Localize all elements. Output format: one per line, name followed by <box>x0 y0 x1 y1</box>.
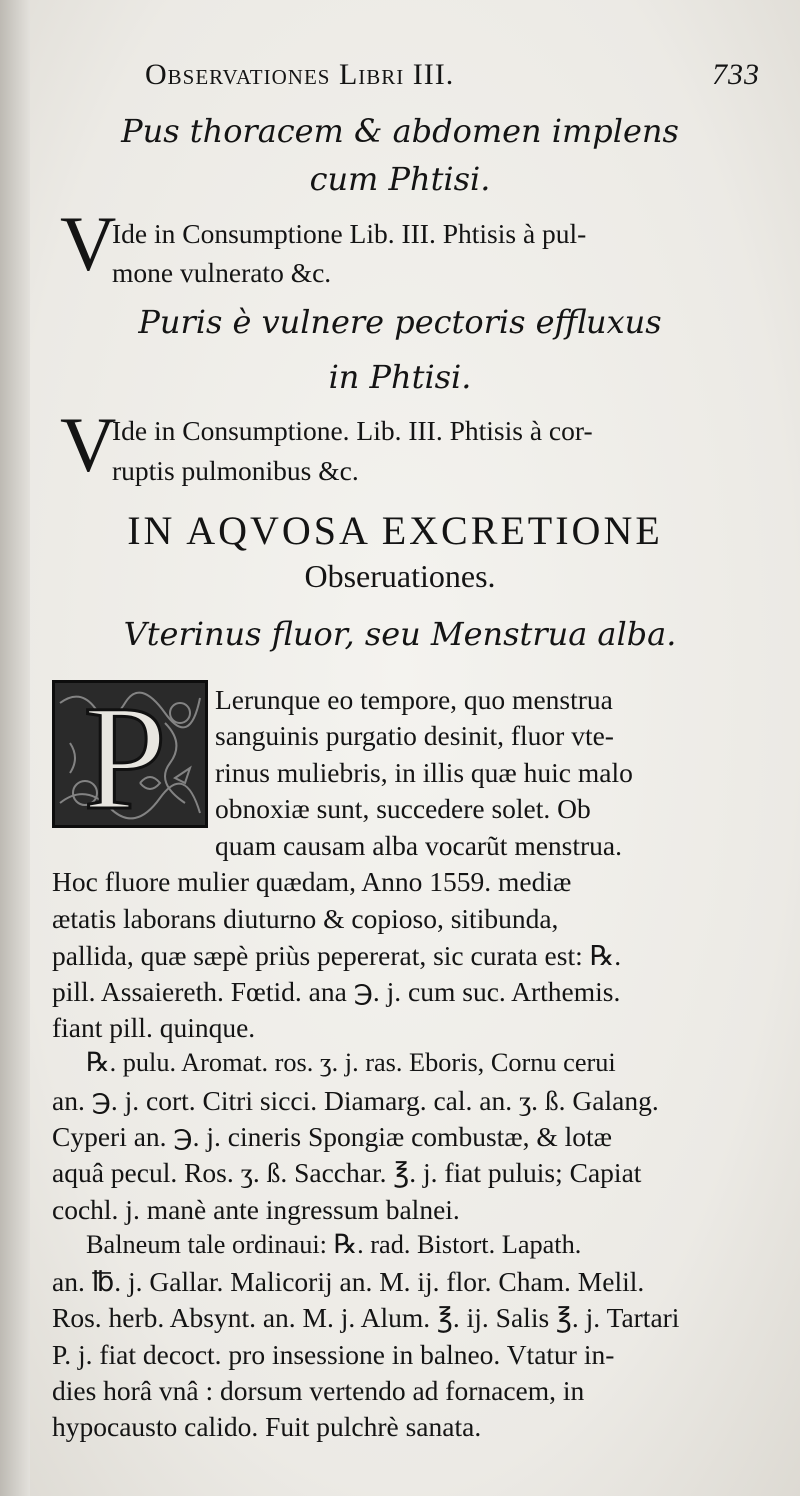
section2-initial: V <box>60 401 117 488</box>
section2-line1: Ide in Consumptione. Lib. III. Phtisis à cor- <box>112 415 593 446</box>
section2-line2: ruptis pulmonibus &c. <box>112 455 359 486</box>
body-line-12: an. ℔. j. Gallar. Malicorij an. M. ij. flor. Cham. Melil. <box>52 1266 645 1297</box>
body-line-6: ℞. pulu. Aromat. ros. ʒ. j. ras. Eboris, Cornu cerui <box>86 1048 616 1077</box>
body-line-8: Cyperi an. ℈. j. cineris Spongiæ combustæ, & lotæ <box>52 1121 613 1152</box>
section1-heading-line2: cum Phtisi. <box>309 160 491 198</box>
para-line-2: sanguinis purgatio desinit, fluor vte- <box>215 720 614 751</box>
section3-heading: Vterinus fluor, seu Menstrua alba. <box>123 615 677 653</box>
section1-line2: mone vulnerato &c. <box>112 257 332 288</box>
para-line-1: Lerunque eo tempore, quo menstrua <box>215 684 613 715</box>
body-line-5: fiant pill. quinque. <box>52 1012 256 1043</box>
dropcap-letter: P <box>83 683 167 825</box>
body-line-10: cochl. j. manè ante ingressum balnei. <box>52 1194 460 1225</box>
page-number: 733 <box>712 58 760 91</box>
ornamental-dropcap <box>52 680 208 828</box>
para-line-4: obnoxiæ sunt, succedere solet. Ob <box>215 793 591 824</box>
section1-line1: Ide in Consumptione Lib. III. Phtisis à pul- <box>112 218 587 249</box>
body-line-14: P. j. fiat decoct. pro insessione in balneo. Vtatur in- <box>52 1339 615 1370</box>
body-line-13: Ros. herb. Absynt. an. M. j. Alum. ℥. ij. Salis ℥. j. Tartari <box>52 1302 680 1333</box>
section1-initial: V <box>60 200 117 287</box>
body-line-2: ætatis laborans diuturno & copioso, sitibunda, <box>52 903 559 934</box>
dropcap-ornament-icon <box>55 683 205 825</box>
section1-heading-line1: Pus thoracem & abdomen implens <box>121 112 679 150</box>
para-line-5: quam causam alba vocarũt menstrua. <box>215 830 622 861</box>
running-header-title: Observationes Libri III. <box>145 58 455 91</box>
body-line-9: aquâ pecul. Ros. ʒ. ß. Sacchar. ℥. j. fiat puluis; Capiat <box>52 1157 642 1188</box>
body-line-1: Hoc fluore mulier quædam, Anno 1559. mediæ <box>52 866 572 897</box>
running-header <box>145 58 760 98</box>
para-line-3: rinus muliebris, in illis quæ huic malo <box>215 757 633 788</box>
section2-heading-line1: Puris è vulnere pectoris effluxus <box>138 303 662 341</box>
page-gutter-shadow <box>0 0 30 1496</box>
section3-subtitle: Obseruationes. <box>304 558 496 594</box>
body-line-3: pallida, quæ sæpè priùs pepererat, sic curata est: ℞. <box>52 940 622 971</box>
body-line-15: dies horâ vnâ : dorsum vertendo ad fornacem, in <box>52 1375 585 1406</box>
body-line-11: Balneum tale ordinaui: ℞. rad. Bistort. Lapath. <box>86 1230 582 1259</box>
body-line-7: an. ℈. j. cort. Citri sicci. Diamarg. cal. an. ʒ. ß. Galang. <box>52 1085 659 1116</box>
body-line-4: pill. Assaiereth. Fœtid. ana ℈. j. cum suc. Arthemis. <box>52 976 621 1007</box>
body-line-16: hypocausto calido. Fuit pulchrè sanata. <box>52 1411 482 1442</box>
section3-title: IN AQVOSA EXCRETIONE <box>127 508 663 553</box>
section2-heading-line2: in Phtisi. <box>328 358 472 396</box>
